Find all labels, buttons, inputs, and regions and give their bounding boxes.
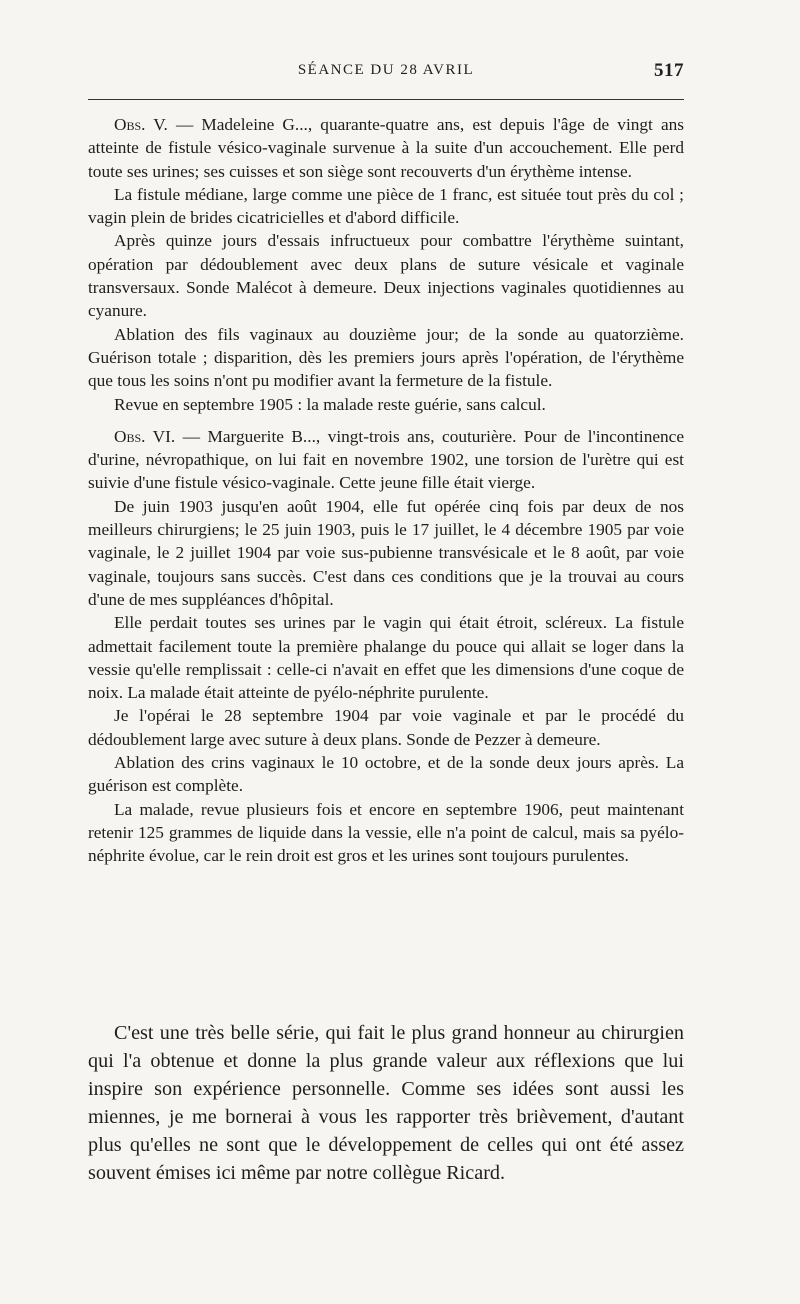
- closing-paragraph: C'est une très belle série, qui fait le plus grand honneur au chirurgien qui l'a obtenue et donne la plus grande valeur aux réflexions que lui inspire son expérience personnelle. Comme ses idées sont aussi les miennes, je me bornerai à vous les rapporter très brièvement, d'autant plus qu'elles ne sont que le développement de celles qui ont été assez souvent émises ici même par notre collègue Ricard.: [88, 1022, 684, 1184]
- obs-vi-label: Obs. VI.: [114, 426, 176, 446]
- observations-block: [88, 113, 684, 868]
- obs-vi-paragraph-4: Je l'opérai le 28 septembre 1904 par voie vaginale et par le procédé du dédoublement large avec suture à deux plans. Sonde de Pezzer à demeure.: [88, 706, 684, 749]
- page-number: 517: [654, 60, 684, 81]
- obs-v-paragraph-3: Après quinze jours d'essais infructueux pour combattre l'érythème suintant, opération par dédoublement avec deux plans de suture vésicale et vaginale transversaux. Sonde Malécot à demeure. Deux injections vaginales quotidiennes au cyanure.: [88, 231, 684, 321]
- obs-vi-paragraph-5: Ablation des crins vaginaux le 10 octobre, et de la sonde deux jours après. La guérison est complète.: [88, 753, 684, 796]
- obs-v-paragraph-1: [88, 113, 684, 183]
- obs-v-text-1: — Madeleine G..., quarante-quatre ans, est depuis l'âge de vingt ans atteinte de fistule vésico-vaginale survenue à la suite d'un accouchement. Elle perd toute ses urines; ses cuisses et son siège sont recouverts d'un érythème intense.: [88, 115, 684, 181]
- obs-vi-text-1: — Marguerite B..., vingt-trois ans, couturière. Pour de l'incontinence d'urine, névropathique, on lui fait en novembre 1902, une torsion de l'urètre qui est suivie d'une fistule vésico-vaginale. Cette jeune fille était vierge.: [88, 426, 684, 493]
- header-rule: [88, 99, 684, 100]
- obs-vi-paragraph-2: De juin 1903 jusqu'en août 1904, elle fut opérée cinq fois par deux de nos meilleurs chirurgiens; le 25 juin 1903, puis le 17 juillet, le 4 décembre 1905 par voie vaginale, le 2 juillet 1904 par voie sus-pubienne transvésicale et le 8 août, par voie vaginale, toujours sans succès. C'est dans ces conditions que je la trouvai au cours d'une de mes suppléances d'hôpital.: [88, 496, 684, 609]
- obs-v-paragraph-5: Revue en septembre 1905 : la malade reste guérie, sans calcul.: [114, 394, 546, 414]
- obs-v-paragraph-4: Ablation des fils vaginaux au douzième jour; de la sonde au quatorzième. Guérison totale ; disparition, dès les premiers jours après l'opération, de l'érythème que tous les soins n'ont pu modifier avant la fermeture de la fistule.: [88, 324, 684, 391]
- running-header: [88, 62, 684, 82]
- commentary-block: [88, 1019, 684, 1187]
- obs-v-label: Obs. V.: [114, 115, 168, 134]
- obs-v-paragraph-2: La fistule médiane, large comme une pièce de 1 franc, est située tout près du col ; vagin plein de brides cicatricielles et d'abord difficile.: [88, 184, 684, 228]
- obs-vi-paragraph-1: [88, 425, 684, 495]
- obs-vi-paragraph-6: La malade, revue plusieurs fois et encore en septembre 1906, peut maintenant retenir 125 grammes de liquide dans la vessie, elle n'a point de calcul, mais sa pyélo-néphrite évolue, car le rein droit est gros et les urines sont toujours purulentes.: [88, 799, 684, 866]
- obs-vi-paragraph-3: Elle perdait toutes ses urines par le vagin qui était étroit, scléreux. La fistule admettait facilement toute la première phalange du pouce qui allait se loger dans la vessie qu'elle remplissait : celle-ci n'avait en effet que les dimensions d'une coque de noix. La malade était atteinte de pyélo-néphrite purulente.: [88, 613, 684, 703]
- running-title: SÉANCE DU 28 AVRIL: [297, 62, 475, 78]
